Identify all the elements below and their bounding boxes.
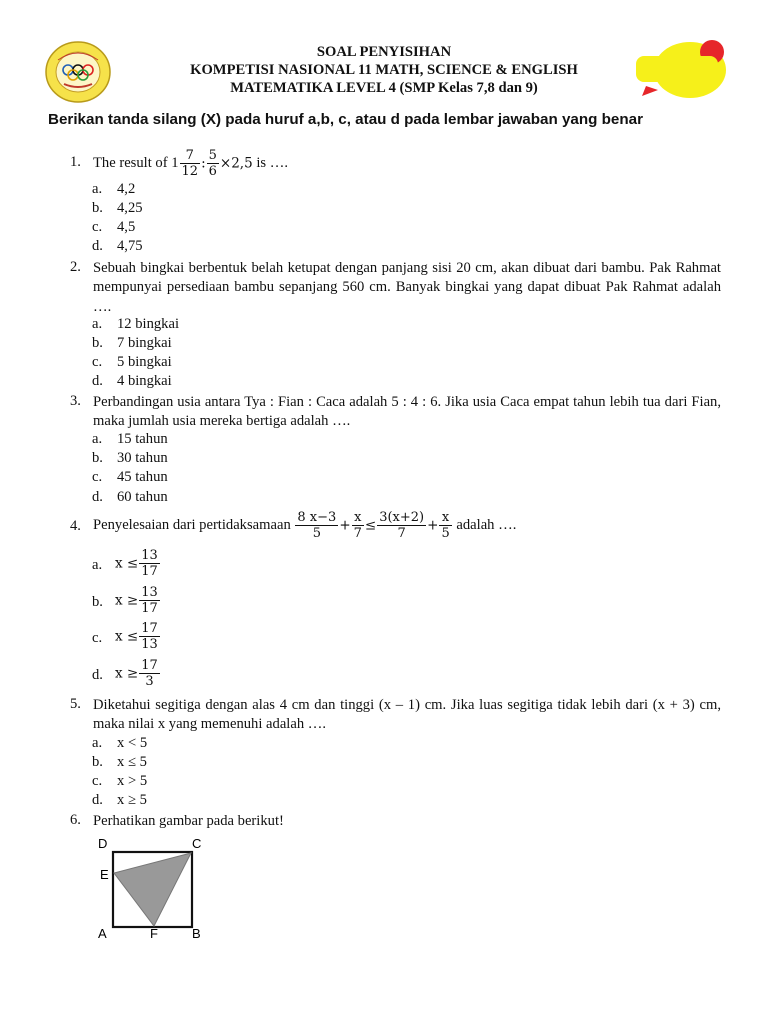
option-text: x ≤ 5 bbox=[117, 754, 147, 770]
option-label: c. bbox=[92, 354, 103, 370]
square-triangle-figure bbox=[92, 832, 212, 942]
fraction: $\frac{7}{12}$ bbox=[181, 148, 199, 179]
option-label: b. bbox=[92, 450, 103, 466]
question-5-text: Diketahui segitiga dengan alas 4 cm dan tinggi (x – 1) cm. Jika luas segitiga tidak lebih dari (x + 3) cm, maka nilai x yang memenuhi adalah …. bbox=[93, 697, 721, 733]
fraction: $\frac{x}{7}$ bbox=[353, 510, 362, 541]
option-text: 4,25 bbox=[117, 200, 143, 216]
option-label: a. bbox=[92, 181, 103, 197]
option-text: 4,2 bbox=[117, 181, 136, 197]
option-label: b. bbox=[92, 594, 103, 610]
header-line-2: KOMPETISI NASIONAL 11 MATH, SCIENCE & ENGLISH bbox=[190, 62, 578, 78]
option-label: a. bbox=[92, 557, 103, 573]
option-label: d. bbox=[92, 489, 103, 505]
vertex-label-d: D bbox=[98, 836, 108, 851]
option-label: a. bbox=[92, 431, 103, 447]
fraction: $\frac{3(x+2)}{7}$ bbox=[379, 510, 425, 541]
question-2-text: Sebuah bingkai berbentuk belah ketupat dengan panjang sisi 20 cm, akan dibuat dari bambu. Pak Rahmat mempunyai persediaan bambu sepanjang 560 cm. Banyak bingkai yang dapat dibuat Pak Rahmat adalah …. bbox=[93, 260, 721, 315]
vertex-label-c: C bbox=[192, 836, 202, 851]
emerald-centre-logo bbox=[632, 40, 728, 100]
shaded-triangle bbox=[114, 853, 191, 926]
question-3-text: Perbandingan usia antara Tya : Fian : Caca adalah 5 : 4 : 6. Jika usia Caca empat tahun lebih tua dari Fian, maka jumlah usia mereka bertiga adalah …. bbox=[93, 394, 721, 430]
option-label: a. bbox=[92, 735, 103, 751]
exam-header bbox=[150, 43, 618, 97]
vertex-label-f: F bbox=[150, 926, 158, 941]
option-label: d. bbox=[92, 373, 103, 389]
vertex-label-a: A bbox=[98, 926, 107, 941]
instruction-text: Berikan tanda silang (X) pada huruf a,b, c, atau d pada lembar jawaban yang benar bbox=[48, 111, 643, 128]
header-line-1: SOAL PENYISIHAN bbox=[316, 44, 452, 60]
fraction: $\frac{8 x-3}{5}$ bbox=[297, 510, 337, 541]
question-1-number: 1. bbox=[70, 154, 81, 170]
question-5-number: 5. bbox=[70, 696, 81, 712]
option-label: b. bbox=[92, 335, 103, 351]
option-label: d. bbox=[92, 792, 103, 808]
option-text: x > 5 bbox=[117, 773, 148, 789]
option-label: d. bbox=[92, 238, 103, 254]
question-1-text: The result of 1 $\frac{7}{12}$ : $\frac{5}{6}$ ×2,5 is …. bbox=[93, 148, 288, 179]
option-text: 15 tahun bbox=[117, 431, 168, 447]
question-3-number: 3. bbox=[70, 393, 81, 409]
option-text: 4 bingkai bbox=[117, 373, 172, 389]
fraction: $\frac{x}{5}$ bbox=[441, 510, 450, 541]
option-label: a. bbox=[92, 316, 103, 332]
question-4-number: 4. bbox=[70, 518, 81, 534]
option-text: 12 bingkai bbox=[117, 316, 180, 332]
option-label: b. bbox=[92, 754, 103, 770]
option-label: c. bbox=[92, 773, 103, 789]
header-line-3: MATEMATIKA LEVEL 4 (SMP Kelas 7,8 dan 9) bbox=[230, 80, 538, 96]
option-text: 30 tahun bbox=[117, 450, 168, 466]
option-text: x ≤ $\frac{13}{17}$ bbox=[115, 548, 158, 579]
option-text: 45 tahun bbox=[117, 469, 168, 485]
option-text: 4,75 bbox=[117, 238, 143, 254]
option-text: 7 bingkai bbox=[117, 335, 172, 351]
option-text: 60 tahun bbox=[117, 489, 168, 505]
option-label: c. bbox=[92, 630, 103, 646]
fraction: $\frac{5}{6}$ bbox=[208, 148, 217, 179]
option-label: c. bbox=[92, 219, 103, 235]
vertex-label-e: E bbox=[100, 867, 109, 882]
question-6-text: Perhatikan gambar pada berikut! bbox=[93, 813, 284, 829]
option-text: 4,5 bbox=[117, 219, 136, 235]
vertex-label-b: B bbox=[192, 926, 201, 941]
option-text: x ≥ $\frac{17}{3}$ bbox=[115, 658, 158, 689]
option-text: x ≥ 5 bbox=[117, 792, 147, 808]
option-label: c. bbox=[92, 469, 103, 485]
option-text: 5 bingkai bbox=[117, 354, 172, 370]
option-label: d. bbox=[92, 667, 103, 683]
option-text: x ≥ $\frac{13}{17}$ bbox=[115, 585, 158, 616]
competition-logo bbox=[44, 40, 112, 104]
option-text: x < 5 bbox=[117, 735, 148, 751]
question-1-lead: The result of 1 bbox=[93, 155, 179, 171]
question-6-number: 6. bbox=[70, 812, 81, 828]
question-2-number: 2. bbox=[70, 259, 81, 275]
option-label: b. bbox=[92, 200, 103, 216]
question-4-text: Penyelesaian dari pertidaksamaan $\frac{8 x-3}{5}$ + $\frac{x}{7}$ ≤ $\frac{3(x+2)}{7}$ + $\frac{x}{5}$ adalah …. bbox=[93, 510, 517, 541]
option-text: x ≤ $\frac{17}{13}$ bbox=[115, 621, 158, 652]
